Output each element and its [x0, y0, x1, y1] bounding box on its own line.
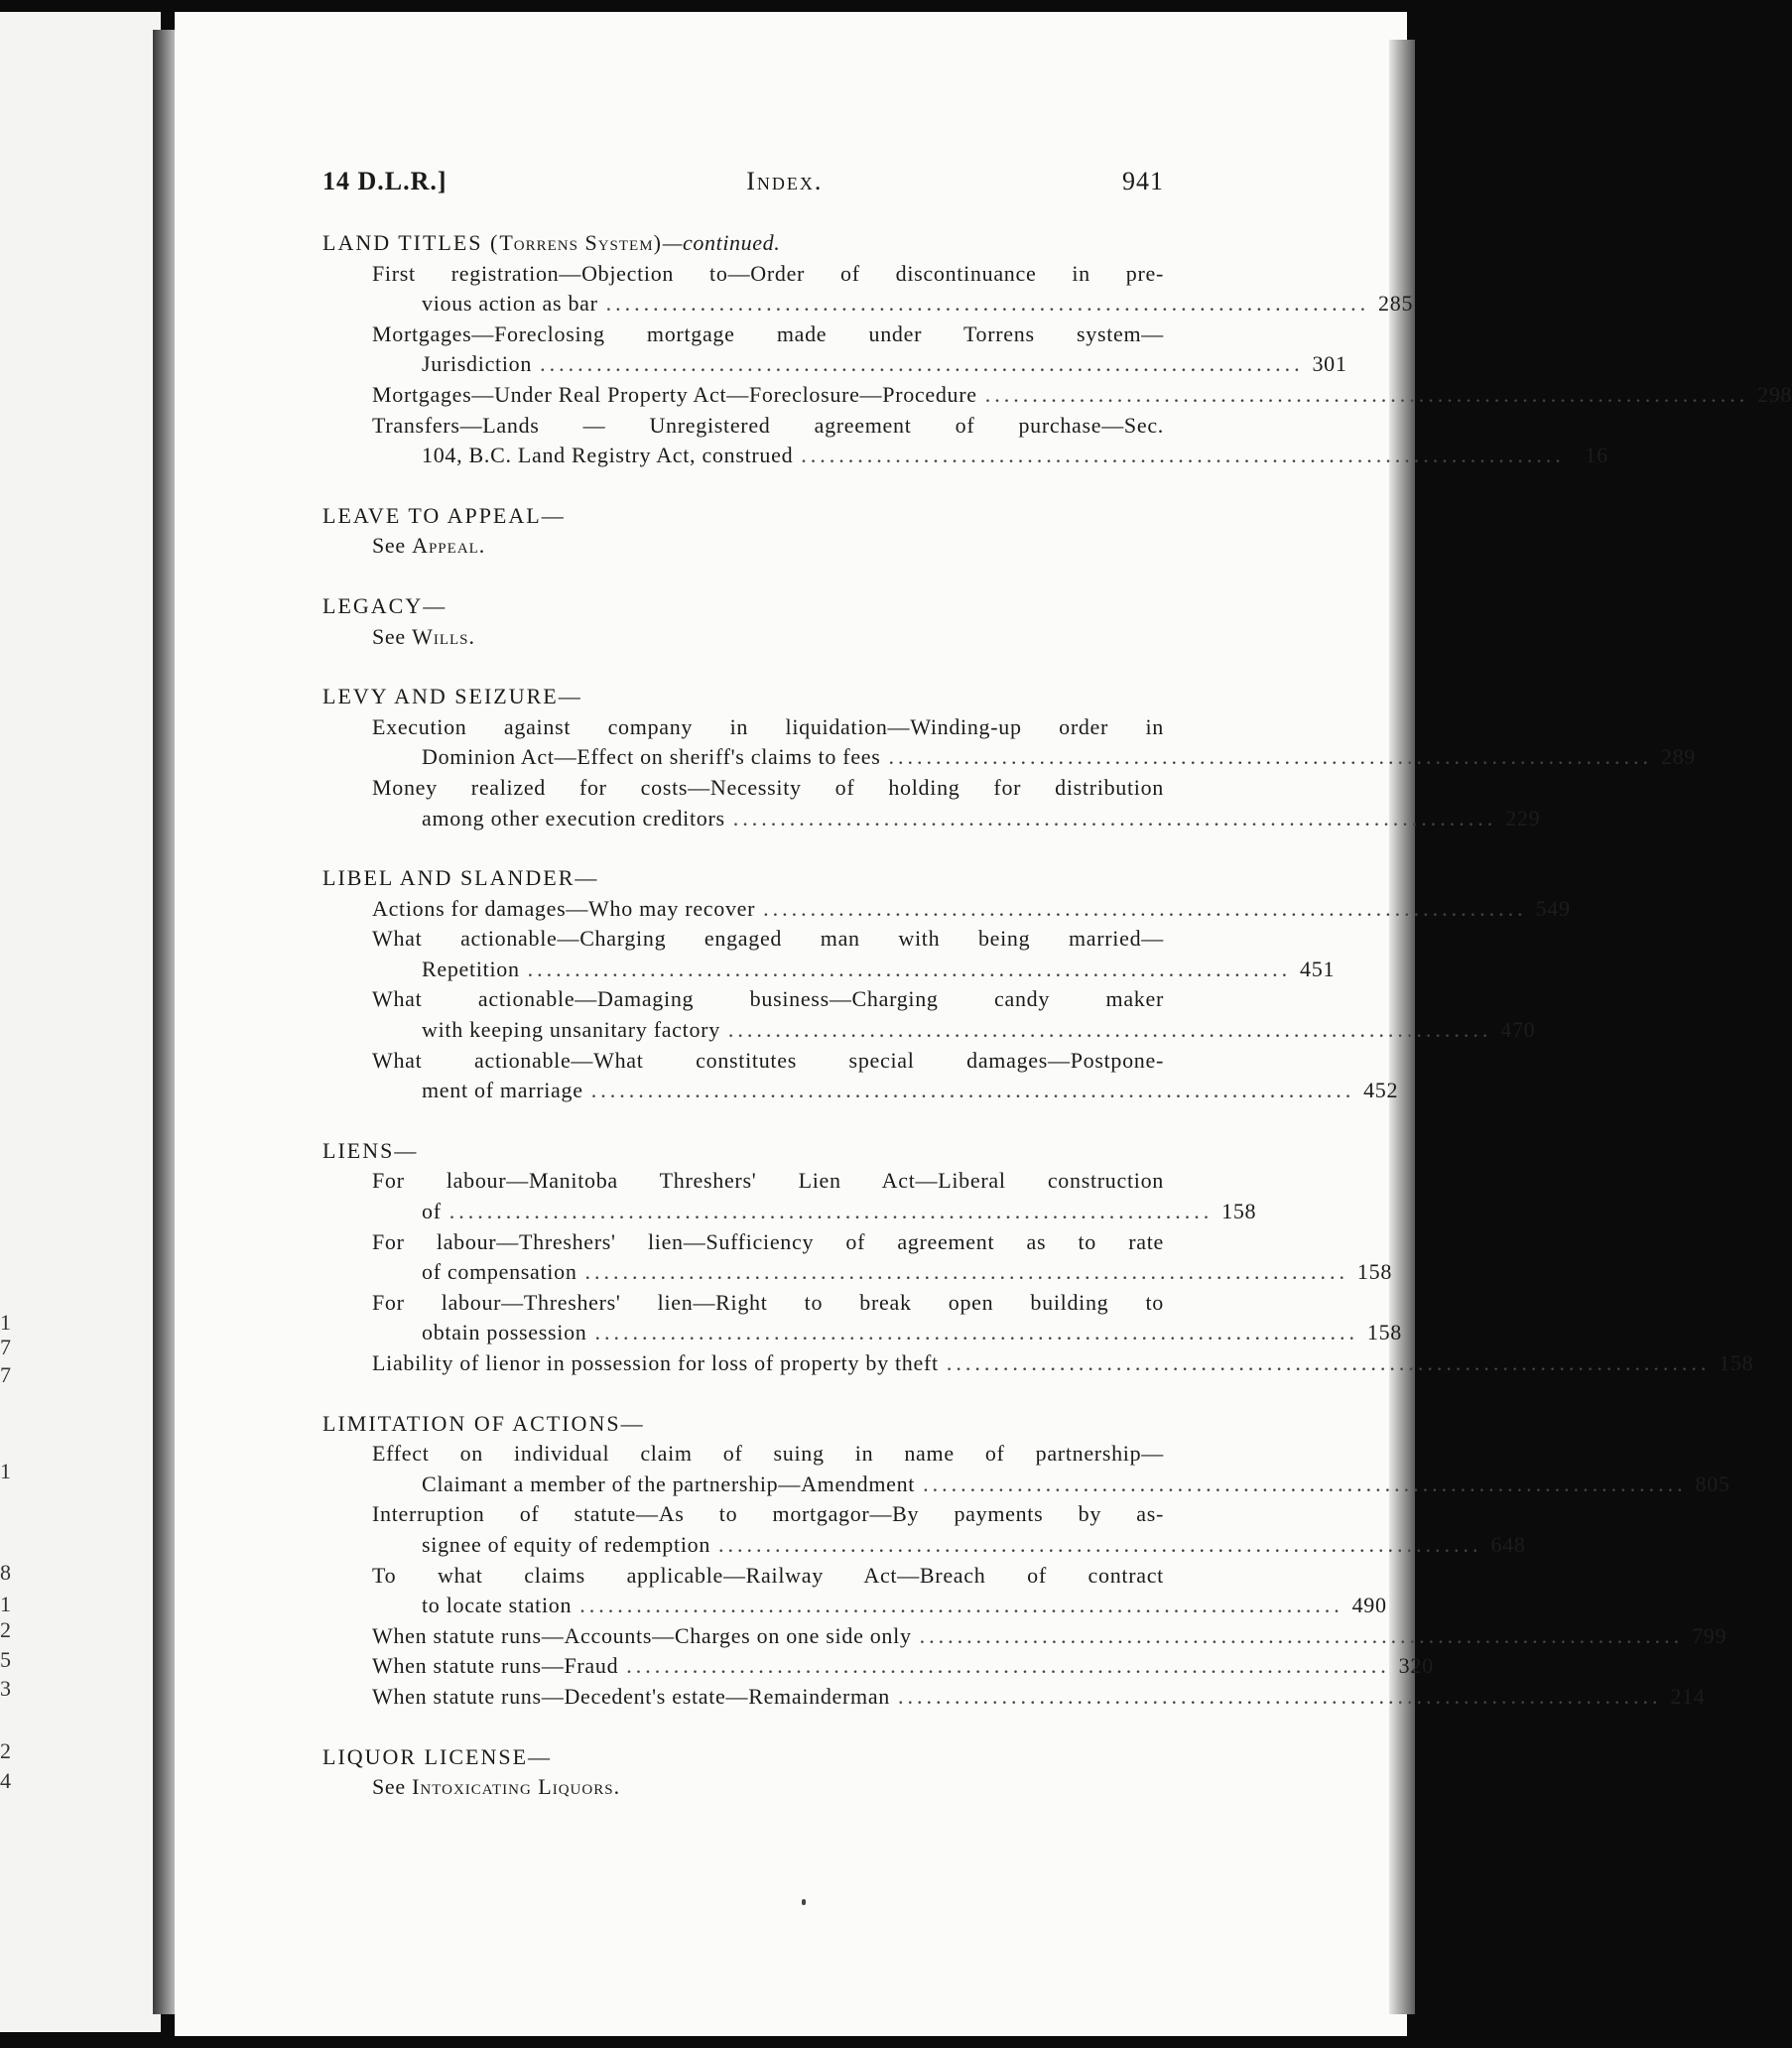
page-reference: 229 [1505, 805, 1541, 831]
page-reference: 298 [1757, 381, 1792, 407]
leader-dots: ................................................................................. [540, 351, 1304, 377]
index-entry: What actionable—Charging engaged man with being married— Repetition ................................................................................. 451 [322, 924, 1164, 984]
index-entry: For labour—Manitoba Threshers' Lien Act—Liberal construction of ................................................................................. 158 [322, 1166, 1164, 1226]
leader-dots: ................................................................................. [584, 1259, 1349, 1285]
page-reference: 301 [1312, 351, 1347, 377]
index-entry: Interruption of statute—As to mortgagor—By payments by as- signee of equity of redemption ................................................................................. 648 [322, 1499, 1164, 1560]
page-reference: 320 [1398, 1653, 1434, 1679]
section-heading: LIMITATION OF ACTIONS— [322, 1410, 645, 1436]
margin-mark: 5 [0, 1647, 11, 1672]
index-entry: For labour—Threshers' lien—Sufficiency of agreement as to rate of compensation ................................................................................. 158 [322, 1227, 1164, 1288]
page-title: Index. [746, 167, 824, 195]
left-page-edge [0, 12, 161, 2032]
leader-dots: ................................................................................. [898, 1683, 1662, 1709]
section-heading: LAND TITLES (Torrens System)—continued. [322, 230, 781, 255]
index-entry: First registration—Objection to—Order of discontinuance in pre- vious action as bar ................................................................................. 285 [322, 259, 1164, 320]
page-reference: 285 [1378, 291, 1414, 317]
running-head [322, 167, 1164, 196]
leader-dots: ................................................................................. [888, 744, 1653, 770]
index-entry: When statute runs—Accounts—Charges on one side only ................................................................................. 799 [322, 1621, 1164, 1652]
index-entry: For labour—Threshers' lien—Right to break open building to obtain possession ................................................................................. 158 [322, 1288, 1164, 1348]
margin-mark: 2 [0, 1738, 11, 1763]
page-reference: 799 [1692, 1622, 1728, 1648]
margin-mark: 1 [0, 1459, 11, 1483]
margin-mark: 3 [0, 1676, 11, 1701]
page-reference: 214 [1670, 1683, 1706, 1709]
page-reference: 490 [1351, 1593, 1387, 1618]
margin-mark: 1 [0, 1310, 11, 1335]
leader-dots: ................................................................................. [984, 381, 1749, 407]
leader-dots: ................................................................................. [732, 805, 1497, 831]
index-entry: What actionable—What constitutes special damages—Postpone- ment of marriage ................................................................................. 452 [322, 1046, 1164, 1106]
index-section [322, 863, 1571, 1106]
margin-mark: 7 [0, 1362, 11, 1387]
index-sections [322, 228, 1792, 1833]
volume-reference: 14 D.L.R.] [322, 167, 448, 195]
index-entry: Money realized for costs—Necessity of holding for distribution among other execution creditors ................................................................................. 229 [322, 773, 1164, 833]
page-reference: 158 [1356, 1259, 1393, 1285]
ink-speck [802, 1899, 806, 1905]
leader-dots: ................................................................................. [718, 1531, 1482, 1557]
leader-dots: ................................................................................. [946, 1350, 1711, 1375]
page-reference: 805 [1695, 1471, 1730, 1496]
index-section [322, 1742, 1164, 1803]
leader-dots: ................................................................................. [763, 895, 1527, 921]
index-section [322, 682, 1697, 833]
index-section [322, 591, 1164, 652]
section-heading: LEGACY— [322, 592, 448, 618]
index-entry: Transfers—Lands — Unregistered agreement of purchase—Sec. 104, B.C. Land Registry Act, construed ................................................................................. 16 [322, 411, 1164, 471]
book-gutter [153, 30, 175, 2014]
index-entry: Mortgages—Foreclosing mortgage made under Torrens system— Jurisdiction ................................................................................. 301 [322, 320, 1164, 380]
page-reference: 470 [1500, 1017, 1536, 1043]
index-section [322, 501, 1164, 562]
page-reference: 158 [1719, 1350, 1754, 1375]
cross-reference: See Wills. [372, 623, 476, 649]
leader-dots: ................................................................................. [727, 1017, 1492, 1043]
index-entry: Liability of lienor in possession for loss of property by theft ................................................................................. 158 [322, 1348, 1164, 1379]
index-entry: To what claims applicable—Railway Act—Breach of contract to locate station ................................................................................. 490 [322, 1561, 1164, 1621]
margin-mark: 1 [0, 1592, 11, 1616]
index-entry: When statute runs—Decedent's estate—Remainderman ................................................................................. 214 [322, 1682, 1164, 1713]
leader-dots: ................................................................................. [594, 1320, 1359, 1345]
leader-dots: ................................................................................. [626, 1653, 1390, 1679]
cross-reference: See Appeal. [372, 533, 486, 559]
leader-dots: ................................................................................. [590, 1078, 1355, 1103]
index-entry: Actions for damages—Who may recover ................................................................................. 549 [322, 894, 1164, 925]
page-reference: 452 [1363, 1078, 1399, 1103]
page-reference: 158 [1366, 1320, 1403, 1345]
leader-dots: ................................................................................. [527, 956, 1292, 981]
leader-dots: ................................................................................. [801, 443, 1565, 468]
page-number: 941 [1122, 167, 1164, 195]
index-entry: When statute runs—Fraud ................................................................................. 320 [322, 1651, 1164, 1682]
index-section [322, 1136, 1754, 1379]
margin-mark: 2 [0, 1617, 11, 1642]
index-entry: Execution against company in liquidation—Winding-up order in Dominion Act—Effect on sheriff's claims to fees ................................................................................. 289 [322, 712, 1164, 773]
page-reference: 289 [1660, 744, 1697, 770]
index-entry: Effect on individual claim of suing in name of partnership— Claimant a member of the partnership—Amendment ................................................................................. 805 [322, 1439, 1164, 1499]
section-heading: LEVY AND SEIZURE— [322, 684, 582, 709]
page-reference: 16 [1585, 443, 1608, 468]
index-section [322, 228, 1792, 471]
index-entry: What actionable—Damaging business—Charging candy maker with keeping unsanitary factory ................................................................................. 470 [322, 984, 1164, 1045]
index-section [322, 1409, 1730, 1713]
section-heading: LEAVE TO APPEAL— [322, 502, 566, 528]
page-reference: 648 [1490, 1531, 1526, 1557]
page-reference: 158 [1221, 1199, 1257, 1224]
section-heading: LIQUOR LICENSE— [322, 1743, 553, 1769]
leader-dots: ................................................................................. [919, 1622, 1684, 1648]
index-entry: Mortgages—Under Real Property Act—Foreclosure—Procedure ................................................................................. 298 [322, 380, 1164, 411]
section-heading: LIBEL AND SLANDER— [322, 865, 599, 891]
page-reference: 549 [1535, 895, 1571, 921]
page-reference: 451 [1300, 956, 1336, 981]
margin-mark: 8 [0, 1560, 11, 1585]
leader-dots: ................................................................................. [448, 1199, 1214, 1224]
margin-mark: 7 [0, 1335, 11, 1359]
section-heading: LIENS— [322, 1137, 419, 1163]
leader-dots: ................................................................................. [579, 1593, 1344, 1618]
leader-dots: ................................................................................. [605, 291, 1370, 317]
leader-dots: ................................................................................. [923, 1471, 1687, 1496]
margin-mark: 4 [0, 1768, 11, 1793]
cross-reference: See Intoxicating Liquors. [372, 1774, 621, 1800]
